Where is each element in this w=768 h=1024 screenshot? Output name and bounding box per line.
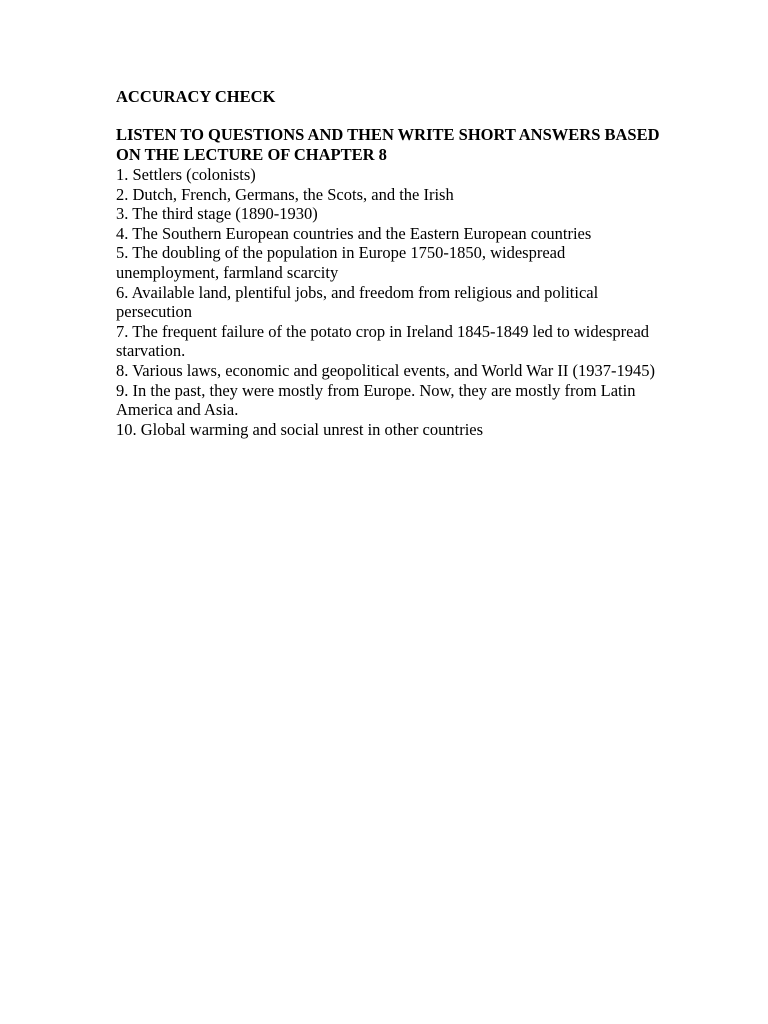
answer-item: 10. Global warming and social unrest in other countries [116,419,484,439]
answer-item: 9. In the past, they were mostly from Europe. Now, they are mostly from Latin America and Asia. [116,380,636,420]
answer-item: 1. Settlers (colonists) [116,165,256,184]
document-title: ACCURACY CHECK [116,87,276,106]
paragraph-spacer [116,108,661,125]
answer-item: 3. The third stage (1890-1930) [116,204,318,224]
instructions-heading: LISTEN TO QUESTIONS AND THEN WRITE SHORT ANSWERS BASED ON THE LECTURE OF CHAPTER 8 [116,125,660,164]
answer-item: 6. Available land, plentiful jobs, and freedom from religious and political persecution [116,282,599,322]
answer-item: 7. The frequent failure of the potato crop in Ireland 1845-1849 led to widespread starvation. [116,321,650,361]
document-body [116,86,661,439]
answer-item: 4. The Southern European countries and the Eastern European countries [116,223,592,243]
answer-item: 5. The doubling of the population in Europe 1750-1850, widespread unemployment, farmland scarcity [116,243,566,282]
answer-item: 8. Various laws, economic and geopolitical events, and World War II (1937-1945) [116,360,655,380]
answer-item: 2. Dutch, French, Germans, the Scots, and the Irish [116,184,454,204]
answer-list [116,165,661,439]
